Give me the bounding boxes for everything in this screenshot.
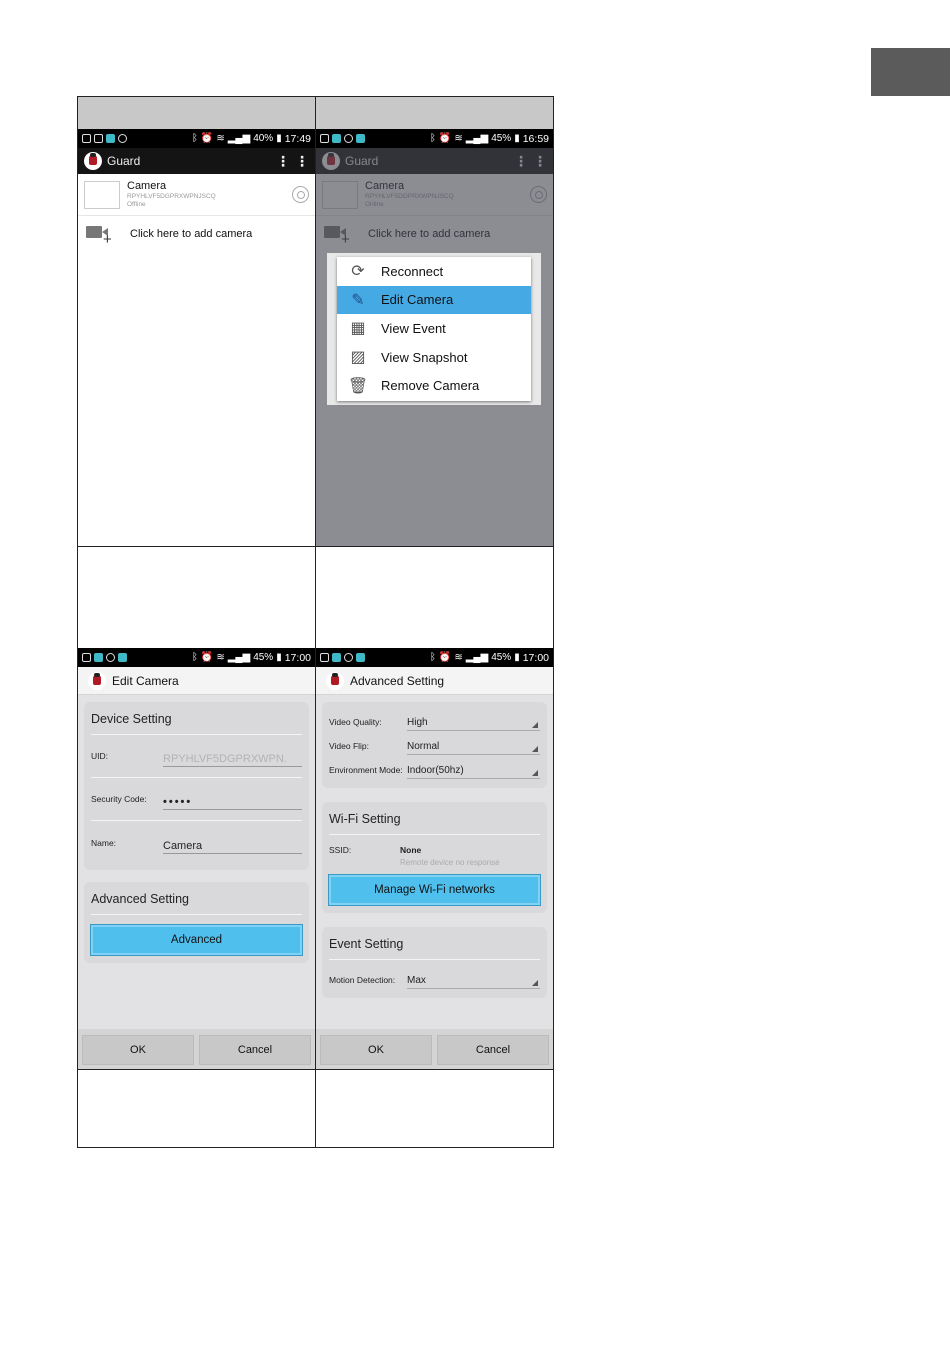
menu-item-reconnect[interactable] <box>337 257 531 286</box>
page-title: Advanced Setting <box>350 673 445 688</box>
bluetooth-icon: ᛒ <box>191 133 198 144</box>
uid-field: RPYHLVF5DGPRXWPN. <box>163 753 302 767</box>
video-setting-card <box>322 702 547 788</box>
alarm-icon: ⏰ <box>438 652 452 663</box>
status-bar <box>316 129 553 148</box>
gallery-icon <box>82 653 91 662</box>
guard-logo-icon <box>84 152 102 170</box>
alarm-icon: ⏰ <box>438 133 452 144</box>
trash-icon: 🗑 <box>347 377 369 395</box>
page-title: Edit Camera <box>112 673 179 688</box>
app-icon <box>356 134 365 143</box>
device-setting-card <box>84 702 309 870</box>
menu-item-label: View Event <box>381 320 446 336</box>
app-icon <box>356 653 365 662</box>
status-bar <box>78 648 315 667</box>
app-title: Guard <box>107 154 141 168</box>
camera-thumbnail <box>84 181 120 209</box>
battery-icon: ▮ <box>276 133 282 144</box>
advanced-setting-card <box>84 882 309 963</box>
image-icon: ▨ <box>350 349 366 367</box>
menu-item-view-snapshot[interactable] <box>337 343 531 372</box>
wifi-icon: ≋ <box>454 133 463 144</box>
video-quality-select[interactable]: High <box>407 713 540 731</box>
menu-item-edit-camera[interactable] <box>337 286 531 315</box>
battery-text: 40% <box>253 133 274 144</box>
guard-logo-icon <box>88 672 106 690</box>
bluetooth-icon: ᛒ <box>429 652 436 663</box>
shield-icon <box>106 653 115 662</box>
dialog-button-bar <box>78 1029 315 1069</box>
wifi-icon: ≋ <box>454 652 463 663</box>
battery-text: 45% <box>253 652 274 663</box>
clock: 16:59 <box>522 132 549 145</box>
camera-status: Offline <box>127 201 146 208</box>
ssid-value: None <box>400 845 422 855</box>
battery-text: 45% <box>491 133 512 144</box>
battery-icon: ▮ <box>514 133 520 144</box>
section-heading: Event Setting <box>329 933 540 960</box>
name-field[interactable]: Camera <box>163 840 302 854</box>
app-icon <box>332 134 341 143</box>
advanced-button[interactable]: Advanced <box>91 925 302 955</box>
title-bar <box>78 667 315 695</box>
shield-icon <box>344 134 353 143</box>
environment-mode-select[interactable]: Indoor(50hz) <box>407 761 540 779</box>
video-flip-select[interactable]: Normal <box>407 737 540 755</box>
add-camera-icon: + <box>86 223 114 245</box>
motion-detection-select[interactable]: Max <box>407 971 540 989</box>
alarm-icon: ⏰ <box>200 652 214 663</box>
shield-icon <box>118 134 127 143</box>
app-icon <box>118 653 127 662</box>
wifi-icon: ≋ <box>216 133 225 144</box>
camera-uid: RPYHLVF5DGPRXWPNJSCQ <box>127 192 216 200</box>
video-quality-label: Video Quality: <box>329 716 382 727</box>
cancel-button[interactable]: Cancel <box>199 1035 311 1065</box>
menu-item-view-event[interactable] <box>337 314 531 343</box>
clock: 17:49 <box>284 132 311 145</box>
camera-name: Camera <box>127 179 167 192</box>
app-icon <box>106 134 115 143</box>
cancel-button[interactable]: Cancel <box>437 1035 549 1065</box>
wifi-icon: ≋ <box>216 652 225 663</box>
gallery-icon <box>320 653 329 662</box>
clock: 17:00 <box>284 651 311 664</box>
title-bar <box>316 667 553 695</box>
edit-camera-screen <box>78 648 315 1069</box>
menu-item-label: Reconnect <box>381 263 444 279</box>
environment-mode-label: Environment Mode: <box>329 764 403 775</box>
more-options-icon[interactable]: ⋮ <box>295 152 309 169</box>
app-icon <box>332 653 341 662</box>
camera-settings-icon[interactable] <box>292 186 309 203</box>
dialog-button-bar <box>316 1029 553 1069</box>
signal-icon: ▂▄▆ <box>465 652 489 663</box>
guard-camera-list-screen <box>78 129 315 546</box>
signal-icon: ▂▄▆ <box>465 133 489 144</box>
chapter-tab <box>871 48 950 96</box>
bluetooth-icon: ᛒ <box>429 133 436 144</box>
ssid-label: SSID: <box>329 845 352 855</box>
shield-icon <box>344 653 353 662</box>
gallery-icon <box>320 134 329 143</box>
section-heading: Advanced Setting <box>91 888 302 915</box>
ok-button[interactable]: OK <box>82 1035 194 1065</box>
section-heading: Device Setting <box>91 708 302 735</box>
message-icon <box>82 134 91 143</box>
uid-label: UID: <box>91 751 108 761</box>
app-bar <box>78 148 315 174</box>
section-heading: Wi-Fi Setting <box>329 808 540 835</box>
battery-icon: ▮ <box>276 652 282 663</box>
add-camera-row[interactable] <box>78 216 315 252</box>
motion-detection-label: Motion Detection: <box>329 974 396 985</box>
menu-item-label: Remove Camera <box>381 378 480 394</box>
camera-list-item[interactable] <box>78 174 315 216</box>
status-bar <box>78 129 315 148</box>
pencil-icon: ✎ <box>351 291 365 309</box>
guard-context-menu-screen <box>316 129 553 546</box>
event-setting-card <box>322 927 547 998</box>
advanced-setting-screen <box>316 648 553 1069</box>
video-flip-label: Video Flip: <box>329 740 370 751</box>
gallery-icon <box>94 134 103 143</box>
security-code-field[interactable]: ••••• <box>163 796 302 810</box>
alarm-icon: ⏰ <box>200 133 214 144</box>
clock: 17:00 <box>522 651 549 664</box>
menu-item-remove-camera[interactable] <box>337 371 531 400</box>
table-row-divider <box>77 546 554 547</box>
table-row-divider <box>77 1069 554 1070</box>
battery-text: 45% <box>491 652 512 663</box>
app-icon <box>94 653 103 662</box>
menu-item-label: Edit Camera <box>381 292 454 308</box>
bluetooth-icon: ᛒ <box>191 652 198 663</box>
signal-icon: ▂▄▆ <box>227 652 251 663</box>
calendar-icon: ▦ <box>350 320 366 338</box>
signal-icon: ▂▄▆ <box>227 133 251 144</box>
refresh-icon: ⟳ <box>351 263 365 281</box>
overflow-menu-icon[interactable]: ⋮ <box>276 152 290 169</box>
manage-wifi-button[interactable]: Manage Wi-Fi networks <box>329 875 540 905</box>
add-camera-label: Click here to add camera <box>130 228 253 240</box>
context-menu <box>327 253 541 405</box>
security-code-label: Security Code: <box>91 794 147 804</box>
menu-item-label: View Snapshot <box>381 349 468 365</box>
battery-icon: ▮ <box>514 652 520 663</box>
ok-button[interactable]: OK <box>320 1035 432 1065</box>
wifi-setting-card <box>322 802 547 913</box>
guard-logo-icon <box>326 672 344 690</box>
status-bar <box>316 648 553 667</box>
ssid-note: Remote device no response <box>400 858 500 867</box>
name-label: Name: <box>91 837 117 848</box>
